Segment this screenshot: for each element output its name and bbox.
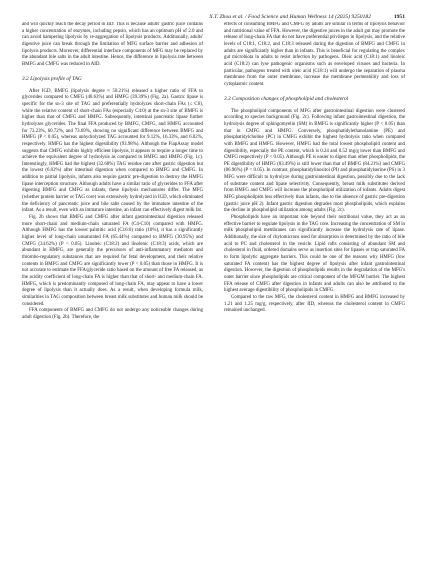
paragraph: Fig. 2b shows that BMFG and CMFG after infant gastrointestinal digestion released more short-chain and medium-chain saturated FA (C4-C10) compared with HMFG. Although HMFG has the lowest palmitic acid (C16:0) ratio (10%), it has a significantly higher level of long-chain unsaturated FA (65.44%) compared to BMFG (30.95%) and CMFG (34.62%) (P < 0.05). Linoleic (C18:2) and linolenic (C18:3) acids, which are abundant in HMFG, are generally the precursors of anti-inflammatory mediators and thrombo-regulatory substances that are required for fetal development, and their relative contents in BMFG and CMFG are significantly lower (P < 0.05) than those in HMFG. It is not accurate to estimate the FFA/glyceride ratio based on the amount of free FA released, as the acidity coefficient of long-chain FA is higher than that of short- and medium-chain FA. HMFG, which is predominantly composed of long-chain FA, may appear to have a lower degree of lipolysis than it actually does. As a result, when developing formula milk, similarities in TAG composition between breast milk substitutes and human milk should be considered. <box>22 215 203 307</box>
section-heading-3-2: 3.2 Lipolysis profile of TAG <box>22 75 82 82</box>
paragraph: FFA components of BMFG and CMFG do not undergo any noticeable changes during adult digestion (Fig. 2b). Therefore, the <box>22 308 203 320</box>
running-head <box>22 12 405 22</box>
left-column <box>22 22 203 552</box>
section-heading-3-3: 3.3 Composition changes of phospholipid and cholesterol <box>224 95 349 102</box>
paragraph: The phospholipid components of MFG after gastrointestinal digestion were clustered according to species background (Fig. 2c). Following infant gastrointestinal digestion, the hydrolysis degree of sphingomyelin (SM) in BMFG is significantly higher (P < 0.05) than that in CMFG and HMFG. Conversely, phosphatidylethanolamine (PE) and phosphatidylcholine (PC) in CMFG exhibit the highest hydrolysis ratio when compared with BMFG and HMFG. However, HMFG had the total lowest phospholipid content and digestibility, especially the PE content, which is 0.24 and 0.52 mg/g lower than BMFG and CMFG respectively (P < 0.05). Although PE is easier to digest than other phospholipids, the PE digestibility of HMFG (83.49%) is still lower than that of BMFG (84.21%) and CMFG (86.96%) (P < 0.05). In contrast, phosphatidylinositol (PI) and phosphatidylserine (PS) in 3 MFG were difficult to hydrolyze during gastrointestinal digestion, possibly due to the lack of substrate content and lipase selectivity. Consequently, breast milk substitutes derived from BMFG and CMFG will increase the phospholipid utilization of infants. Adults digest MFG phospholipids less effectively than infants, due to the absence of gastric pre-digestion (gastric juice pH 2). Infant gastric digestion degrades most phospholipids, which explains the decline in phospholipid utilization among adults (Fig. 2c). <box>224 108 405 214</box>
paragraph: After IGD, BMFG (lipolysis degree ≈ 50.21%) released a higher ratio of FFA to glycerides compared to CMFG (40.63%) and HMFG (39.39%) (Fig. 2a). Gastric lipase is specific for the sn-3 site of TAG and preferentially hydrolyzes short-chain FAs (≤ C6), while the relative content of short-chain FAs (especially C4:0) at the sn-3 site of BMFG is higher than that of CMFG and HMFG. Subsequently, intestinal pancreatic lipase further hydrolyzes glycerides. The final FFA produced by BMFG, CMFG, and HMFG accounted for 73.23%, 60.72%, and 73.69%, showing no significant difference between BMFG and HMFG (P < 0.05), whereas unhydrolyzed TAG accounted for 9.12%, 16.33%, and 6.02%, respectively. HMFG has the highest digestibility (93.98%). Although the FiapAssay model suggests that CMFG exhibits highly efficient lipolysis, it appears to require a longer time to achieve the equivalent degree of hydrolysis as compared to BMFG and HMFG (Fig. 1c). Interestingly, HMFG had the highest (32.68%) TAG residue rate after gastric digestion but the lowest (6.02%) after intestinal digestion when compared to BMFG and CMFG. In addition to partial lipolysis, infants also require gastric pre-digestion to destroy the HMFG lipase interception structure. Although adults have a similar ratio of glycerides to FFA after digesting BMFG and CMFG as infants, these lipolysis mechanisms differ. The MFG (whether protein barrier or TAG core) was extensively hydrolyzed in IGD, which eliminated the deficiency of pancreatic juice and bile salts caused by the immature intestine of the infant. As a result, even with an immature intestine, an infant can effectively digest milk fat. <box>22 88 203 214</box>
paragraph-continued: and will quickly reach the decay period in IID. This is because adults' gastric juice contains a higher concentration of enzymes, including pepsin, which has an optimum pH of 2.0 and can avoid hampering lipolysis by re-aggregation of lipolysis products. Additionally, adults' digestive juice can break through the limitation of MFG surface barrier and adhesion of lipolysis products. Moreover, differential interface components of MFG may be replaced by the abundant bile salts in the adult intestine. Hence, the difference in lipolysis rate between BMFG and CMFG was reduced in AID. <box>22 22 203 67</box>
paragraph: Phospholipids have an important role beyond their nutritional value, they act as an effective barrier to regulate lipolysis in the TAG core. Increasing the concentration of SM in milk phospholipid membranes can significantly increase the hydrolysis rate of lipase. Additionally, the size of chylomicrons used for absorption is determined by the ratio of bile acid to PC and cholesterol in the vesicle. Lipid rafts consisting of abundant SM and cholesterol in fluid, ordered domains serve as insertion sites for lipases or trap saturated FA to form lipolytic aggregate barriers. This could be one of the reasons why HMFG (low saturated FA content) has the highest degree of lipolysis after infant gastrointestinal digestion. However, the digestion of phospholipids results in the degradation of the MFG's outer barrier since phospholipids are critical component of the MFGM barrier. The highest FFA release of CMFG after digestion in infants and adults can also be attributed to the highest average digestibility of phospholipids in CMFG. <box>224 215 405 294</box>
journal-citation: X.T. Zhou et al. / Food Science and Human Wellness 14 (2025) 9250182 <box>209 14 371 20</box>
paragraph-continued: effects of consuming BMFG and CMFG by adults are similar in terms of lipolysis behavior and nutritional value of FFA. However, the digestive juices in the adult gut may promote the release of long-chain FA that do not have preferential privileges in lipolysis, and the relative levels of C18:1, C18:2, and C18:3 released during the digestion of BMFG and CMFG in adults are significantly higher than in infants. This is beneficial for regulating the complex gut microbiota in adults to resist infection by pathogens. Oleic acid (C18:1) and linoleic acid (C18:2) can lyse pathogenic organisms such as enveloped viruses and bacteria. In particular, pathogens treated with oleic acid (C18:1) will undergo the separation of plasma membrane from the outer membrane, increase the membrane permeability and loss of cytoplasmic content. <box>224 22 405 87</box>
paragraph: Compared to the raw MFG, the cholesterol content in HMFG and BMFG increased by 1.21 and 1.25 mg/g, respectively, after IID, whereas the cholesterol content in CMFG remained unchanged. <box>224 294 405 314</box>
right-column <box>224 22 405 552</box>
page-number: 1951 <box>393 14 405 20</box>
